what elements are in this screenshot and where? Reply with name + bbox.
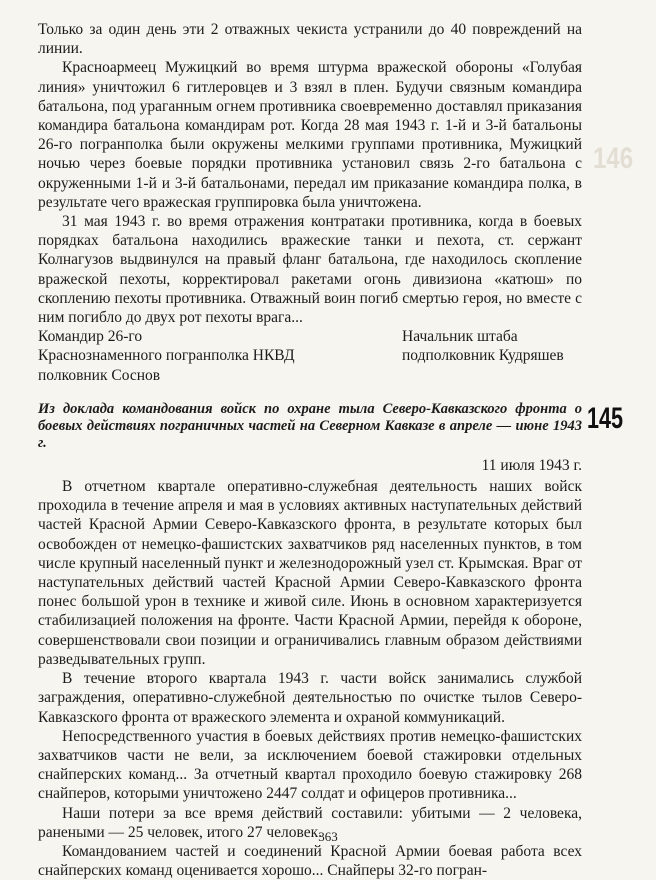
document-paragraph: В отчетном квартале оперативно-служебная деятельность наших войск проходила в течение апреля и мая в условиях активных наступательных действий частей Красной Армии Северо-Кавказского фронта, в результате которых был освобожден от немецко-фашистских захватчиков ряд населенных пунктов, в том числе крупный населенный пункт и железнодорожный узел ст. Крымская. Враг от наступательных действий частей Красной Армии Северо-Кавказского фронта понес большой урон в технике и живой силе. Июнь в основном характеризуется стабилизацией положения на фронте. Части Красной Армии, перейдя к обороне, совершенствовали свои позиции и ограничивались главным образом действиями разведывательных групп. — [38, 478, 582, 668]
document-paragraph: Командованием частей и соединений Красной Армии боевая работа всех снайперских команд оценивается хорошо... Снайперы 32-го погран- — [38, 842, 582, 880]
signature-right-title: Начальник штаба — [402, 328, 518, 346]
paragraph-kolnaguzov: 31 мая 1943 г. во время отражения контратаки противника, когда в боевых порядках батальона находились вражеские танки и пехота, ст. сержант Колнагузов выдвинулся на правый фланг батальона, где находилось скопление вражеской пехоты, корректировал ракетами огонь дивизиона «катюш» по скоплению пехоты противника. Отважный воин погиб смертью героя, но вместе с ним погибло до двух рот пехоты врага... — [38, 213, 582, 327]
show-through-number: 146 — [592, 142, 633, 175]
signature-left-unit: Краснознаменного погранполка НКВД — [38, 347, 295, 365]
document-number: 145 — [587, 402, 624, 435]
paragraph-muzhitsky: Красноармеец Мужицкий во время штурма вражеской обороны «Голубая линия» уничтожил 6 гитлеровцев и 3 взял в плен. Будучи связным командира батальона, под ураганным огнем противника своевременно доставлял приказания командира батальона командирам рот. Когда 28 мая 1943 г. 1-й и 3-й батальоны 26-го погранполка были окружены мелкими группами противника, Мужицкий ночью через боевые порядки противника установил связь 2-го батальона с окруженными 1-й и 3-й батальонами, передал им приказание командира полка, в результате чего вражеская группировка была уничтожена. — [38, 59, 582, 211]
signature-left-title: Командир 26-го — [38, 328, 143, 346]
paragraph-continuation: Только за один день эти 2 отважных чекиста устранили до 40 повреждений на линии. — [38, 21, 582, 58]
document-paragraph: Непосредственного участия в боевых действиях против немецко-фашистских захватчиков части не вели, за исключением боевой стажировки отдельных снайперских команд... За отчетный квартал проходило боевую стажировку 268 снайперов, которыми уничтожено 2447 солдат и офицеров противника... — [38, 727, 582, 803]
document-date: 11 июля 1943 г. — [481, 456, 582, 474]
signature-block — [38, 327, 582, 385]
document-paragraph: В течение второго квартала 1943 г. части войск занимались службой заграждения, оперативно-служебной деятельностью по очистке тылов Северо-Кавказского фронта от вражеского элемента и охраной коммуникаций. — [38, 670, 582, 726]
signature-right-name: подполковник Кудряшев — [402, 347, 564, 365]
signature-left-name: полковник Соснов — [38, 366, 161, 384]
document-heading: Из доклада командования войск по охране тыла Северо-Кавказского фронта о боевых действиях пограничных частей на Северном Кавказе в апреле — июне 1943 г. — [38, 400, 582, 451]
page-number: 363 — [318, 829, 338, 844]
document-paragraph: Наши потери за все время действий составили: убитыми — 2 человека, ранеными — 25 человек, итого 27 человек. — [38, 804, 582, 841]
text-column — [38, 20, 582, 880]
